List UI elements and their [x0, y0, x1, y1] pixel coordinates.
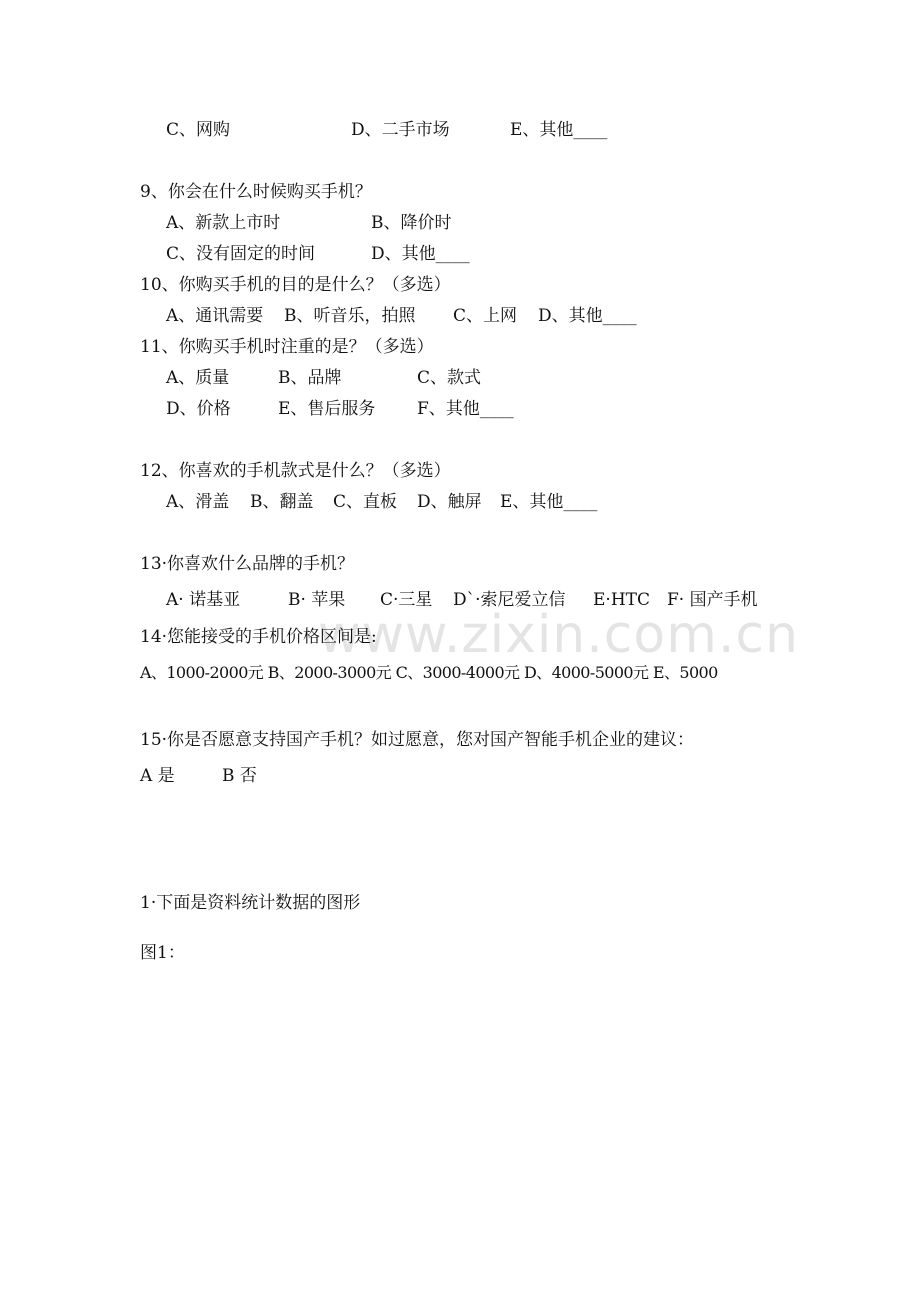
option-a: A、新款上市时	[166, 213, 281, 233]
question-text: 12、你喜欢的手机款式是什么？（多选）	[140, 461, 451, 481]
option-b: B 否	[222, 766, 257, 786]
option-c: C、款式	[417, 368, 482, 388]
question-text: 14·您能接受的手机价格区间是:	[140, 627, 377, 647]
option-d: D、其他____	[538, 306, 637, 326]
price-options: A、1000-2000元 B、2000-3000元 C、3000-4000元 D、4000-5000元 E、5000	[140, 663, 718, 682]
option-a: A、通讯需要	[166, 306, 264, 326]
option-c: C、网购	[166, 120, 231, 140]
option-b: B、翻盖	[250, 492, 314, 512]
option-c: C、没有固定的时间	[166, 244, 316, 264]
option-e: E、售后服务	[278, 399, 376, 419]
question-text: 9、你会在什么时候购买手机？	[140, 182, 372, 202]
option-f: F· 国产手机	[667, 590, 758, 610]
question-text: 11、你购买手机时注重的是？（多选）	[140, 337, 434, 357]
option-d: D、价格	[166, 399, 231, 419]
option-a: A、滑盖	[166, 492, 230, 512]
option-e: E、其他____	[510, 120, 608, 140]
option-c: C·三星	[380, 590, 433, 610]
option-b: B· 苹果	[288, 590, 346, 610]
option-e: E·HTC	[593, 590, 650, 610]
option-f: F、其他____	[417, 399, 514, 419]
option-d: D、触屏	[417, 492, 482, 512]
option-c: C、上网	[453, 306, 518, 326]
option-b: B、品牌	[278, 368, 342, 388]
option-d: D、二手市场	[351, 120, 450, 140]
option-a: A· 诺基亚	[166, 590, 241, 610]
option-a: A、质量	[166, 368, 230, 388]
option-b: B、听音乐，拍照	[284, 306, 416, 326]
watermark-text: www.zixin.com.cn	[318, 605, 799, 665]
figure-label: 图1：	[140, 943, 185, 963]
question-text: 10、你购买手机的目的是什么？（多选）	[140, 275, 451, 295]
option-d: D、其他____	[371, 244, 470, 264]
option-a: A 是	[140, 766, 175, 786]
question-text: 13·你喜欢什么品牌的手机？	[140, 554, 355, 574]
option-b: B、降价时	[371, 213, 452, 233]
option-c: C、直板	[333, 492, 398, 512]
option-d: D`·索尼爱立信	[453, 590, 566, 610]
option-e: E、其他____	[500, 492, 598, 512]
question-text: 15·你是否愿意支持国产手机？如过愿意，您对国产智能手机企业的建议：	[140, 730, 695, 750]
section-heading: 1·下面是资料统计数据的图形	[140, 893, 361, 913]
